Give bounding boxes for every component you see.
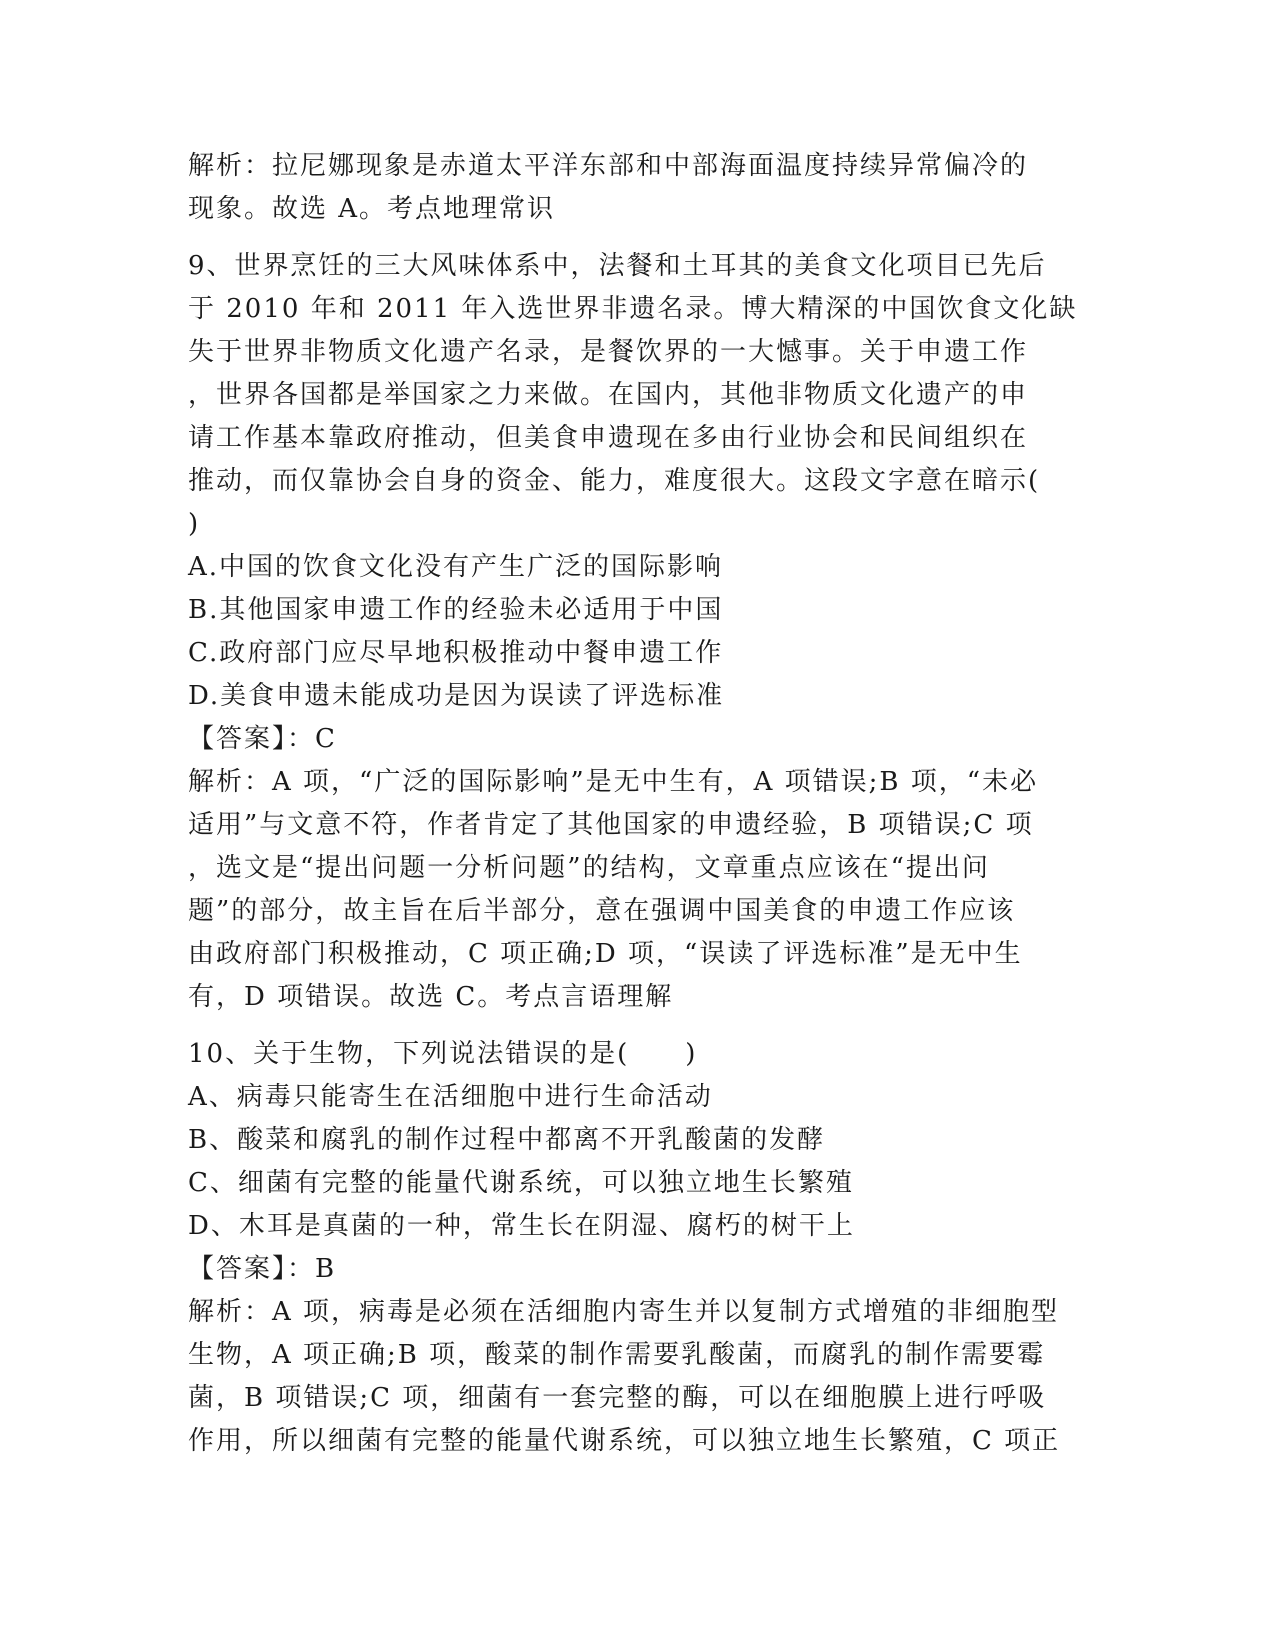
q9-analysis — [188, 761, 1088, 1019]
stem-line: 推动，而仅靠协会自身的资金、能力，难度很大。这段文字意在暗示( — [188, 466, 1041, 496]
stem-line: 9、世界烹饪的三大风味体系中，法餐和土耳其的美食文化项目已先后 — [188, 251, 1047, 281]
q8-analysis — [188, 145, 1088, 231]
stem-line: 请工作基本靠政府推动，但美食申遗现在多由行业协会和民间组织在 — [188, 423, 1029, 453]
analysis-line: 适用”与文意不符，作者肯定了其他国家的申遗经验，B 项错误;C 项 — [188, 810, 1034, 840]
analysis-line: 解析：A 项，病毒是必须在活细胞内寄生并以复制方式增殖的非细胞型 — [188, 1297, 1060, 1327]
q10-stem — [188, 1033, 1088, 1076]
analysis-line: 作用，所以细菌有完整的能量代谢系统，可以独立地生长繁殖，C 项正 — [188, 1426, 1061, 1456]
stem-line: 于 2010 年和 2011 年入选世界非遗名录。博大精深的中国饮食文化缺 — [188, 294, 1078, 324]
q9-stem — [188, 245, 1088, 546]
stem-line: 失于世界非物质文化遗产名录，是餐饮界的一大憾事。关于申遗工作 — [188, 337, 1029, 367]
q10-answer: 【答案】：B — [188, 1254, 337, 1284]
option-a: A.中国的饮食文化没有产生广泛的国际影响 — [188, 552, 724, 582]
option-b: B、酸菜和腐乳的制作过程中都离不开乳酸菌的发酵 — [188, 1125, 826, 1155]
question-9 — [188, 245, 1088, 1019]
q9-options — [188, 546, 1088, 718]
stem-line: ，世界各国都是举国家之力来做。在国内，其他非物质文化遗产的申 — [188, 380, 1029, 410]
q9-answer: 【答案】：C — [188, 724, 337, 754]
option-c: C、细菌有完整的能量代谢系统，可以独立地生长繁殖 — [188, 1168, 854, 1198]
analysis-line: 菌，B 项错误;C 项，细菌有一套完整的酶，可以在细胞膜上进行呼吸 — [188, 1383, 1047, 1413]
option-d: D.美食申遗未能成功是因为误读了评选标准 — [188, 681, 725, 711]
document-page — [188, 145, 1088, 1463]
option-d: D、木耳是真菌的一种，常生长在阴湿、腐朽的树干上 — [188, 1211, 855, 1241]
q10-options — [188, 1076, 1088, 1248]
stem-line: 10、关于生物，下列说法错误的是( ) — [188, 1039, 698, 1069]
analysis-line: 解析：拉尼娜现象是赤道太平洋东部和中部海面温度持续异常偏冷的 — [188, 151, 1029, 181]
q10-analysis — [188, 1291, 1088, 1463]
option-c: C.政府部门应尽早地积极推动中餐申遗工作 — [188, 638, 724, 668]
analysis-line: 由政府部门积极推动，C 项正确;D 项，“误读了评选标准”是无中生 — [188, 939, 1023, 969]
analysis-line: 生物，A 项正确;B 项，酸菜的制作需要乳酸菌，而腐乳的制作需要霉 — [188, 1340, 1046, 1370]
stem-line: ) — [188, 509, 201, 539]
question-10 — [188, 1033, 1088, 1463]
analysis-line: 有，D 项错误。故选 C。考点言语理解 — [188, 982, 674, 1012]
analysis-line: 解析：A 项，“广泛的国际影响”是无中生有，A 项错误;B 项，“未必 — [188, 767, 1039, 797]
analysis-line: 现象。故选 A。考点地理常识 — [188, 194, 556, 224]
option-a: A、病毒只能寄生在活细胞中进行生命活动 — [188, 1082, 713, 1112]
analysis-line: 题”的部分，故主旨在后半部分，意在强调中国美食的申遗工作应该 — [188, 896, 1016, 926]
option-b: B.其他国家申遗工作的经验未必适用于中国 — [188, 595, 724, 625]
analysis-line: ，选文是“提出问题一分析问题”的结构，文章重点应该在“提出问 — [188, 853, 990, 883]
